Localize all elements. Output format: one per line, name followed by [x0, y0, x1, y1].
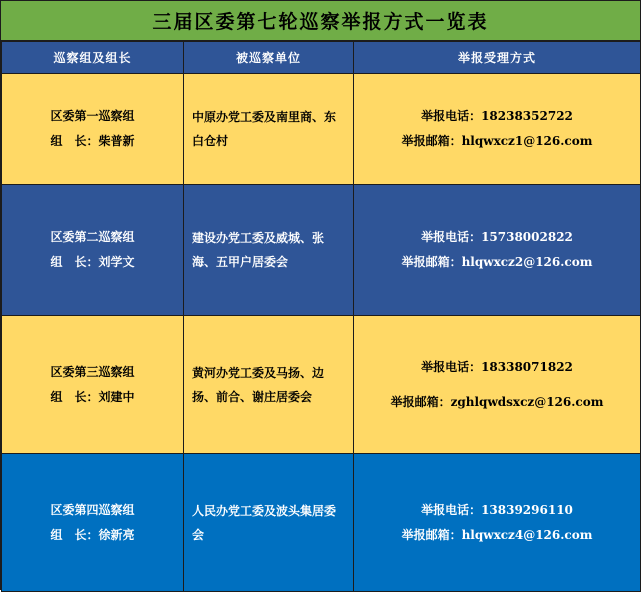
table-row [2, 454, 641, 592]
group-cell [2, 185, 184, 316]
unit-cell: 建设办党工委及威城、张海、五甲户居委会 [184, 185, 354, 316]
report-phone: 举报电话：15738002822 [421, 230, 573, 244]
unit-cell: 中原办党工委及南里商、东白仓村 [184, 74, 354, 185]
group-cell [2, 454, 184, 592]
report-email[interactable]: 举报邮箱：zghlqwdsxcz@126.com [390, 394, 604, 409]
group-leader: 组 长：柴普新 [50, 134, 135, 148]
contact-spacer [354, 380, 640, 390]
report-phone: 举报电话：13839296110 [421, 502, 573, 517]
report-email[interactable]: 举报邮箱：hlqwxcz4@126.com [401, 527, 593, 542]
report-phone: 举报电话：18238352722 [421, 109, 573, 123]
group-name: 区委第二巡察组 [50, 230, 135, 244]
table-row [2, 316, 641, 454]
header-report-method: 举报受理方式 [354, 42, 641, 74]
group-name: 区委第四巡察组 [50, 502, 135, 517]
table-row [2, 74, 641, 185]
group-cell [2, 74, 184, 185]
group-name: 区委第一巡察组 [50, 109, 135, 123]
report-phone: 举报电话：18338071822 [421, 359, 573, 374]
group-cell [2, 316, 184, 454]
unit-cell: 人民办党工委及波头集居委会 [184, 454, 354, 592]
report-methods-table [1, 41, 641, 592]
table-row [2, 185, 641, 316]
header-inspected-unit: 被巡察单位 [184, 42, 354, 74]
report-email[interactable]: 举报邮箱：hlqwxcz1@126.com [401, 134, 593, 148]
group-leader: 组 长：徐新亮 [50, 527, 135, 542]
sheet-title: 三届区委第七轮巡察举报方式一览表 [1, 1, 640, 41]
table-header-row [2, 42, 641, 74]
report-email[interactable]: 举报邮箱：hlqwxcz2@126.com [401, 255, 593, 269]
group-leader: 组 长：刘学文 [50, 255, 135, 269]
group-name: 区委第三巡察组 [50, 364, 135, 379]
contact-cell [354, 454, 641, 592]
contact-cell [354, 74, 641, 185]
header-group-leader: 巡察组及组长 [2, 42, 184, 74]
group-leader: 组 长：刘建中 [50, 389, 135, 404]
contact-cell [354, 185, 641, 316]
contact-cell [354, 316, 641, 454]
unit-cell: 黄河办党工委及马扬、边扬、前合、谢庄居委会 [184, 316, 354, 454]
